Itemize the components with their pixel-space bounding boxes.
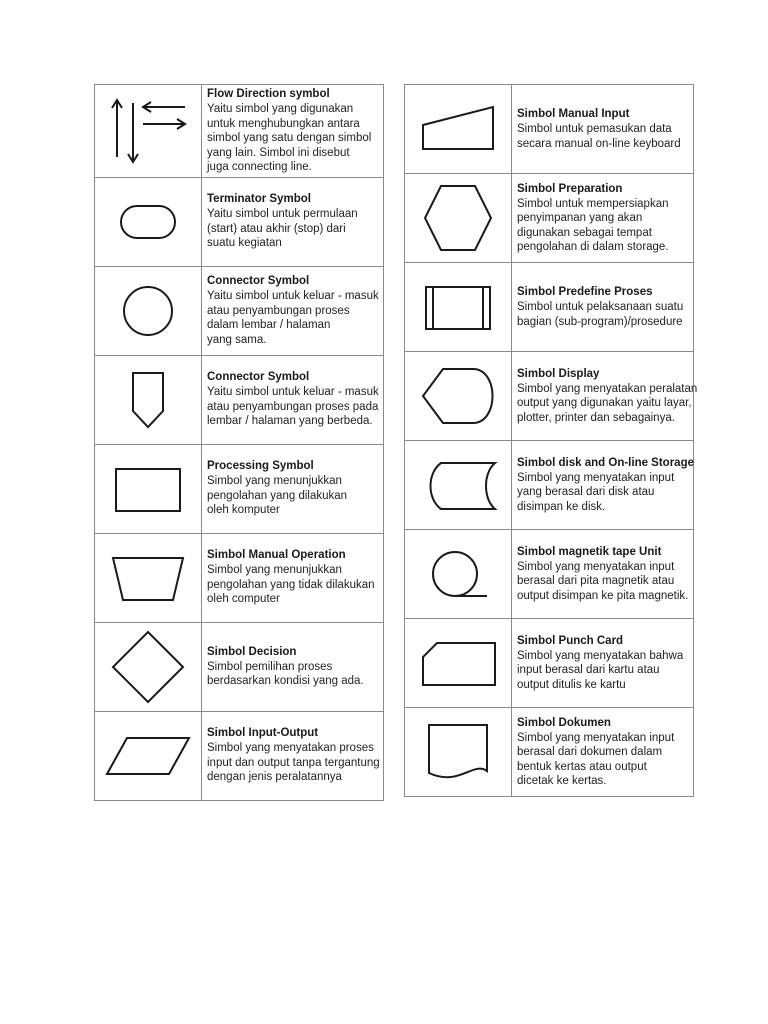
description-line: yang lain. Simbol ini disebut <box>207 146 350 159</box>
description-cell <box>202 85 384 178</box>
description-line: berasal dari pita magnetik atau <box>517 575 675 588</box>
description-line: yang berasal dari disk atau <box>517 486 655 499</box>
symbol-description <box>517 471 690 515</box>
symbol-cell <box>95 85 202 178</box>
symbol-description <box>207 660 380 689</box>
symbol-title: Simbol disk and On-line Storage <box>517 456 694 469</box>
predefined-process-icon <box>405 277 511 337</box>
symbol-row <box>95 85 384 178</box>
magnetic-tape-icon <box>405 539 511 609</box>
description-line: Simbol yang menyatakan input <box>517 560 675 573</box>
symbol-cell <box>405 708 512 797</box>
symbol-title: Simbol Dokumen <box>517 716 611 729</box>
description-line: penyimpanan yang akan <box>517 212 643 224</box>
decision-icon <box>95 627 201 707</box>
symbol-title: Connector Symbol <box>207 275 310 287</box>
symbol-row <box>95 266 384 355</box>
description-line: pengolahan yang tidak dilakukan <box>207 578 375 591</box>
symbol-cell <box>95 355 202 444</box>
description-line: simbol yang satu dengan simbol <box>207 132 372 144</box>
description-line: suatu kegiatan <box>207 237 282 250</box>
description-line: pengolahan yang dilakukan <box>207 489 348 502</box>
description-cell <box>202 622 384 711</box>
description-line: digunakan sebagai tempat <box>517 226 652 239</box>
description-line: Simbol untuk pelaksanaan suatu <box>517 301 684 313</box>
symbol-cell <box>405 352 512 441</box>
symbol-table-right <box>404 84 698 797</box>
symbol-cell <box>405 263 512 352</box>
description-line: Simbol untuk mempersiapkan <box>517 197 669 210</box>
symbol-row <box>405 530 694 619</box>
symbol-description <box>517 122 690 151</box>
online-storage-icon <box>405 455 511 515</box>
description-cell <box>512 352 698 441</box>
symbol-row <box>405 619 694 708</box>
symbol-row <box>95 355 384 444</box>
description-line: input dan output tanpa tergantung <box>207 756 380 769</box>
description-line: Yaitu simbol untuk keluar - masuk <box>207 290 379 302</box>
description-line: lembar / halaman yang berbeda. <box>207 415 373 428</box>
symbol-row <box>405 352 694 441</box>
symbol-title: Simbol Predefine Proses <box>517 286 653 298</box>
offpage-connector-icon <box>95 365 201 435</box>
symbol-cell <box>405 85 512 174</box>
description-line: dengan jenis peralatannya <box>207 771 342 784</box>
description-line: bagian (sub-program)/prosedure <box>517 315 683 328</box>
description-cell <box>202 355 384 444</box>
symbol-cell <box>95 711 202 800</box>
symbol-row <box>405 174 694 263</box>
symbol-title: Connector Symbol <box>207 371 310 384</box>
symbol-description <box>517 382 698 426</box>
symbol-description <box>517 560 690 604</box>
description-line: Simbol pemilihan proses <box>207 660 333 673</box>
description-line: atau penyambungan proses pada <box>207 400 379 413</box>
symbol-description <box>207 207 380 251</box>
symbol-cell <box>95 177 202 266</box>
symbol-description <box>517 197 690 255</box>
description-line: Simbol yang menunjukkan <box>207 475 342 488</box>
manual-operation-icon <box>95 548 201 608</box>
description-cell <box>512 263 694 352</box>
description-line: pengolahan di dalam storage. <box>517 241 669 253</box>
description-cell <box>512 530 694 619</box>
symbol-cell <box>95 266 202 355</box>
description-line: oleh komputer <box>207 504 280 517</box>
symbol-title: Simbol Decision <box>207 645 297 658</box>
display-icon <box>405 361 511 431</box>
symbol-row <box>95 711 384 800</box>
description-line: dalam lembar / halaman <box>207 319 331 331</box>
symbol-title: Terminator Symbol <box>207 193 311 206</box>
symbol-row <box>95 622 384 711</box>
document-icon <box>405 717 511 787</box>
symbol-table-left <box>94 84 384 801</box>
symbol-title: Simbol Preparation <box>517 182 623 195</box>
symbol-row <box>405 708 694 797</box>
description-line: dicetak ke kertas. <box>517 775 607 787</box>
description-line: Simbol yang menyatakan input <box>517 731 675 744</box>
symbol-cell <box>95 444 202 533</box>
description-line: Yaitu simbol untuk keluar - masuk <box>207 386 379 399</box>
symbol-row <box>405 263 694 352</box>
symbol-row <box>405 85 694 174</box>
description-line: disimpan ke disk. <box>517 500 606 513</box>
symbol-description <box>207 289 380 347</box>
symbol-cell <box>95 622 202 711</box>
description-cell <box>512 708 694 797</box>
terminator-icon <box>95 192 201 252</box>
symbol-title: Simbol Punch Card <box>517 634 624 647</box>
description-line: output ditulis ke kartu <box>517 678 626 691</box>
symbol-description <box>517 649 690 693</box>
connector-circle-icon <box>95 276 201 346</box>
description-line: atau penyambungan proses <box>207 304 350 317</box>
description-cell <box>512 441 694 530</box>
description-cell <box>202 533 384 622</box>
symbol-title: Simbol Display <box>517 367 600 380</box>
description-line: plotter, printer dan sebagainya. <box>517 411 675 424</box>
description-line: juga connecting line. <box>207 161 312 173</box>
description-line: Simbol yang menunjukkan <box>207 564 342 577</box>
description-line: Simbol yang menyatakan input <box>517 471 675 484</box>
description-line: oleh computer <box>207 593 280 606</box>
punch-card-icon <box>405 633 511 693</box>
description-line: yang sama. <box>207 333 267 346</box>
symbol-description <box>207 474 380 518</box>
description-line: secara manual on-line keyboard <box>517 137 681 150</box>
description-line: output disimpan ke pita magnetik. <box>517 589 689 602</box>
symbol-title: Simbol Input-Output <box>207 727 319 740</box>
description-line: Yaitu simbol yang digunakan <box>207 103 354 115</box>
input-output-icon <box>95 726 201 786</box>
symbol-cell <box>405 530 512 619</box>
description-cell <box>512 174 694 263</box>
symbol-cell <box>405 174 512 263</box>
symbol-row <box>405 441 694 530</box>
description-line: input berasal dari kartu atau <box>517 664 660 677</box>
description-line: Simbol yang menyatakan bahwa <box>517 649 684 662</box>
symbol-cell <box>405 441 512 530</box>
description-line: Simbol untuk pemasukan data <box>517 123 672 135</box>
description-cell <box>512 85 694 174</box>
symbol-title: Flow Direction symbol <box>207 88 330 100</box>
description-line: bentuk kertas atau output <box>517 760 647 773</box>
processing-icon <box>95 459 201 519</box>
symbol-cell <box>405 619 512 708</box>
symbol-row <box>95 177 384 266</box>
description-line: output yang digunakan yaitu layar, <box>517 397 692 410</box>
symbol-description <box>207 385 380 429</box>
symbol-title: Simbol Manual Operation <box>207 549 346 562</box>
symbol-cell <box>95 533 202 622</box>
symbol-title: Simbol magnetik tape Unit <box>517 545 662 558</box>
description-line: berasal dari dokumen dalam <box>517 746 663 758</box>
symbol-description <box>207 102 380 175</box>
symbol-row <box>95 444 384 533</box>
description-cell <box>512 619 694 708</box>
manual-input-icon <box>405 99 511 159</box>
symbol-row <box>95 533 384 622</box>
description-line: untuk menghubungkan antara <box>207 117 360 130</box>
description-line: Yaitu simbol untuk permulaan <box>207 208 358 221</box>
flow-direction-icon <box>95 91 201 171</box>
preparation-icon <box>405 178 511 258</box>
symbol-title: Processing Symbol <box>207 460 314 473</box>
symbol-description <box>517 731 690 789</box>
description-line: (start) atau akhir (stop) dari <box>207 222 346 235</box>
symbol-title: Simbol Manual Input <box>517 108 630 120</box>
symbol-description <box>517 300 690 329</box>
description-line: Simbol yang menyatakan proses <box>207 742 374 755</box>
description-line: Simbol yang menyatakan peralatan <box>517 382 698 395</box>
description-cell <box>202 444 384 533</box>
symbol-description <box>207 563 380 607</box>
description-cell <box>202 177 384 266</box>
symbol-description <box>207 741 380 785</box>
description-cell <box>202 266 384 355</box>
description-line: berdasarkan kondisi yang ada. <box>207 675 364 687</box>
description-cell <box>202 711 384 800</box>
